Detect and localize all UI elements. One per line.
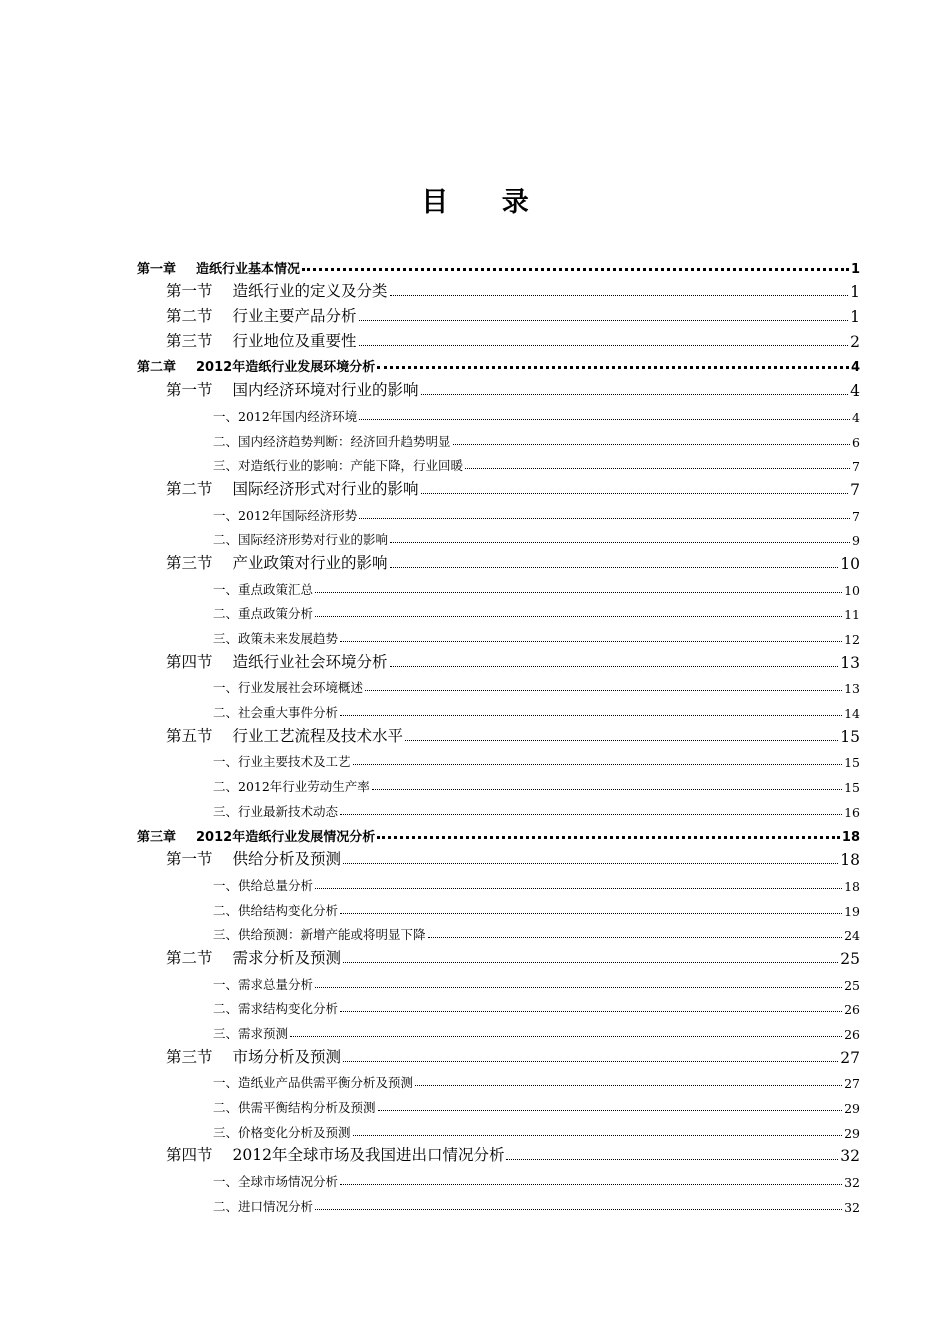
toc-page-number: 1 — [850, 261, 860, 277]
page-title: 目 录 — [421, 187, 551, 218]
toc-subsection-entry[interactable] — [137, 400, 860, 425]
toc-section-entry[interactable] — [137, 943, 860, 968]
toc-subsection-entry[interactable] — [137, 524, 860, 549]
toc-section-entry[interactable] — [137, 326, 860, 351]
toc-page-number: 15 — [844, 780, 860, 796]
toc-entry-number: 第三章 — [137, 829, 177, 845]
toc-entry-label — [166, 724, 403, 746]
toc-page-number: 7 — [852, 459, 860, 475]
toc-page-number: 10 — [844, 582, 860, 598]
toc-page-number: 13 — [840, 653, 860, 672]
toc-entry-label — [213, 752, 351, 770]
toc-entry-text: 2012年全球市场及我国进出口情况分析 — [232, 1146, 505, 1165]
toc-page-number: 11 — [844, 607, 860, 623]
toc-dot-leader — [315, 888, 842, 889]
toc-entry-label — [166, 847, 341, 869]
toc-entry-label — [137, 356, 375, 375]
toc-subsection-entry[interactable] — [137, 622, 860, 647]
toc-section-entry[interactable] — [137, 301, 860, 326]
toc-page-number: 15 — [844, 755, 860, 771]
toc-entry-label — [213, 678, 363, 696]
toc-section-entry[interactable] — [137, 845, 860, 870]
toc-entry-label — [166, 279, 388, 301]
toc-section-entry[interactable] — [137, 647, 860, 672]
toc-entry-number: 第四节 — [166, 1146, 213, 1165]
toc-dot-leader — [359, 320, 849, 321]
toc-entry-text: 一、供给总量分析 — [213, 877, 314, 893]
toc-page-number: 26 — [844, 1002, 860, 1018]
toc-entry-number: 第二节 — [166, 307, 213, 326]
toc-entry-label — [137, 258, 300, 277]
toc-page-number: 9 — [852, 533, 860, 549]
toc-entry-number: 第二章 — [137, 360, 177, 376]
toc-entry-text: 产业政策对行业的影响 — [232, 553, 388, 572]
toc-dot-leader — [340, 715, 842, 716]
toc-page-number: 4 — [850, 360, 860, 376]
toc-entry-text: 一、行业主要技术及工艺 — [213, 754, 351, 770]
toc-subsection-entry[interactable] — [137, 993, 860, 1018]
toc-subsection-entry[interactable] — [137, 869, 860, 894]
toc-page-number: 2 — [850, 332, 860, 351]
toc-entry-label — [213, 925, 426, 943]
toc-dot-leader — [353, 1135, 843, 1136]
toc-section-entry[interactable] — [137, 721, 860, 746]
toc-page-number: 7 — [852, 508, 860, 524]
toc-dot-leader — [340, 913, 842, 914]
toc-entry-text: 2012年造纸行业发展环境分析 — [196, 360, 376, 376]
toc-section-entry[interactable] — [137, 277, 860, 302]
toc-dot-leader — [390, 567, 839, 568]
toc-page-number: 4 — [850, 382, 860, 401]
toc-entry-label — [213, 456, 463, 474]
toc-entry-label — [213, 506, 357, 524]
toc-entry-text: 一、重点政策汇总 — [213, 581, 314, 597]
toc-entry-text: 二、国际经济形势对行业的影响 — [213, 532, 389, 548]
toc-entry-label — [213, 1172, 338, 1190]
toc-entry-number: 第四节 — [166, 652, 213, 671]
toc-page-number: 32 — [844, 1175, 860, 1191]
toc-dot-leader — [353, 764, 843, 765]
toc-chapter-entry[interactable] — [137, 820, 860, 845]
toc-page-number: 14 — [844, 706, 860, 722]
toc-subsection-entry[interactable] — [137, 598, 860, 623]
toc-dot-leader — [340, 1184, 842, 1185]
toc-page-number: 16 — [844, 804, 860, 820]
toc-dot-leader — [405, 740, 838, 741]
table-of-contents — [137, 252, 860, 1215]
toc-entry-label — [213, 901, 338, 919]
toc-subsection-entry[interactable] — [137, 894, 860, 919]
toc-entry-text: 一、全球市场情况分析 — [213, 1174, 339, 1190]
toc-dot-leader — [453, 444, 851, 445]
toc-dot-leader — [340, 1011, 842, 1012]
toc-subsection-entry[interactable] — [137, 696, 860, 721]
toc-entry-text: 市场分析及预测 — [232, 1047, 342, 1066]
toc-entry-text: 一、2012年国内经济环境 — [213, 408, 358, 424]
toc-dot-leader — [315, 616, 842, 617]
toc-subsection-entry[interactable] — [137, 968, 860, 993]
toc-dot-leader — [390, 666, 839, 667]
toc-entry-text: 二、需求结构变化分析 — [213, 1001, 339, 1017]
toc-entry-label — [166, 946, 341, 968]
toc-dot-leader — [359, 518, 850, 519]
toc-entry-text: 造纸行业基本情况 — [196, 261, 301, 277]
toc-entry-number: 第三节 — [166, 553, 213, 572]
toc-dot-leader — [315, 987, 842, 988]
toc-dot-leader — [428, 937, 843, 938]
toc-page-number: 7 — [850, 480, 860, 499]
toc-subsection-entry[interactable] — [137, 1091, 860, 1116]
toc-page-number: 6 — [852, 434, 860, 450]
toc-entry-label — [213, 407, 357, 425]
toc-entry-text: 一、造纸业产品供需平衡分析及预测 — [213, 1075, 414, 1091]
toc-page-number: 4 — [852, 409, 860, 425]
toc-entry-number: 第一章 — [137, 261, 177, 277]
toc-page-number: 1 — [850, 283, 860, 302]
toc-entry-number: 第二节 — [166, 948, 213, 967]
toc-entry-label — [213, 876, 313, 894]
toc-entry-text: 一、2012年国际经济形势 — [213, 507, 358, 523]
toc-entry-text: 行业主要产品分析 — [232, 307, 357, 326]
toc-dot-leader — [390, 542, 850, 543]
toc-entry-label — [166, 329, 357, 351]
toc-entry-number: 第一节 — [166, 282, 213, 301]
toc-dot-leader — [343, 863, 838, 864]
toc-entry-number: 第三节 — [166, 331, 213, 350]
toc-subsection-entry[interactable] — [137, 919, 860, 944]
toc-dot-leader — [377, 366, 849, 369]
toc-page-number: 32 — [840, 1147, 860, 1166]
toc-entry-text: 2012年造纸行业发展情况分析 — [196, 829, 376, 845]
toc-page-number: 27 — [844, 1076, 860, 1092]
toc-dot-leader — [390, 295, 849, 296]
toc-subsection-entry[interactable] — [137, 573, 860, 598]
toc-page-number: 24 — [844, 928, 860, 944]
toc-entry-label — [213, 580, 313, 598]
toc-subsection-entry[interactable] — [137, 499, 860, 524]
toc-dot-leader — [359, 419, 850, 420]
toc-page-number: 29 — [844, 1101, 860, 1117]
toc-section-entry[interactable] — [137, 375, 860, 400]
toc-entry-text: 二、进口情况分析 — [213, 1198, 314, 1214]
toc-entry-label — [166, 378, 419, 400]
toc-page-number: 12 — [844, 632, 860, 647]
toc-entry-label — [213, 802, 338, 820]
toc-chapter-entry[interactable] — [137, 252, 860, 277]
toc-dot-leader — [365, 690, 842, 691]
toc-entry-label — [213, 1123, 351, 1141]
toc-entry-text: 三、价格变化分析及预测 — [213, 1124, 351, 1140]
toc-entry-text: 二、国内经济趋势判断：经济回升趋势明显 — [213, 433, 451, 449]
toc-section-entry[interactable] — [137, 548, 860, 573]
toc-dot-leader — [340, 641, 842, 642]
toc-entry-text: 一、需求总量分析 — [213, 976, 314, 992]
toc-entry-label — [213, 604, 313, 622]
toc-dot-leader — [290, 1036, 842, 1037]
toc-subsection-entry[interactable] — [137, 450, 860, 475]
toc-entry-label — [166, 1045, 341, 1067]
toc-dot-leader — [340, 814, 842, 815]
toc-entry-label — [213, 999, 338, 1017]
toc-entry-text: 三、供给预测：新增产能或将明显下降 — [213, 927, 426, 943]
toc-entry-text: 二、供给结构变化分析 — [213, 902, 339, 918]
toc-entry-text: 一、行业发展社会环境概述 — [213, 680, 364, 696]
toc-subsection-entry[interactable] — [137, 1190, 860, 1215]
toc-dot-leader — [315, 1209, 842, 1210]
toc-entry-label — [166, 1143, 504, 1165]
toc-entry-text: 三、需求预测 — [213, 1026, 289, 1041]
toc-entry-text: 造纸行业的定义及分类 — [232, 282, 388, 301]
toc-dot-leader — [372, 789, 842, 790]
toc-subsection-entry[interactable] — [137, 770, 860, 795]
toc-entry-label — [137, 826, 375, 845]
toc-dot-leader — [315, 592, 842, 593]
toc-page-number: 19 — [844, 903, 860, 919]
toc-page-number: 15 — [840, 727, 860, 746]
toc-subsection-entry[interactable] — [137, 1017, 860, 1042]
toc-page-number: 10 — [840, 554, 860, 573]
toc-entry-text: 供给分析及预测 — [232, 850, 342, 869]
toc-entry-label — [213, 432, 451, 450]
toc-entry-label — [213, 1073, 413, 1091]
toc-entry-number: 第一节 — [166, 381, 213, 400]
toc-page-number: 1 — [850, 308, 860, 327]
toc-entry-label — [213, 530, 388, 548]
toc-page-number: 25 — [844, 977, 860, 993]
toc-subsection-entry[interactable] — [137, 425, 860, 450]
toc-entry-text: 三、对造纸行业的影响：产能下降，行业回暖 — [213, 458, 464, 474]
toc-page-number: 13 — [844, 681, 860, 697]
toc-dot-leader — [343, 1061, 838, 1062]
toc-chapter-entry[interactable] — [137, 351, 860, 376]
toc-entry-label — [166, 304, 357, 326]
toc-entry-text: 三、政策未来发展趋势 — [213, 631, 339, 646]
toc-entry-number: 第一节 — [166, 850, 213, 869]
toc-subsection-entry[interactable] — [137, 1165, 860, 1190]
toc-entry-label — [213, 1098, 376, 1116]
toc-entry-text: 二、2012年行业劳动生产率 — [213, 779, 370, 795]
toc-entry-label — [166, 477, 419, 499]
toc-subsection-entry[interactable] — [137, 1067, 860, 1092]
toc-entry-text: 二、重点政策分析 — [213, 606, 314, 622]
toc-entry-label — [213, 1024, 288, 1042]
toc-entry-text: 国内经济环境对行业的影响 — [232, 381, 419, 400]
toc-page-number: 18 — [840, 851, 860, 870]
toc-entry-text: 行业地位及重要性 — [232, 331, 357, 350]
toc-entry-number: 第三节 — [166, 1047, 213, 1066]
toc-dot-leader — [377, 836, 840, 839]
toc-page-number: 18 — [844, 878, 860, 894]
toc-subsection-entry[interactable] — [137, 1116, 860, 1141]
toc-entry-text: 三、行业最新技术动态 — [213, 803, 339, 819]
toc-entry-number: 第二节 — [166, 479, 213, 498]
toc-dot-leader — [506, 1159, 838, 1160]
toc-entry-text: 二、社会重大事件分析 — [213, 705, 339, 721]
toc-dot-leader — [343, 962, 838, 963]
toc-dot-leader — [465, 468, 850, 469]
toc-page-number: 18 — [841, 829, 860, 845]
toc-entry-text: 造纸行业社会环境分析 — [232, 652, 388, 671]
toc-dot-leader — [359, 345, 849, 346]
toc-page-number: 29 — [844, 1125, 860, 1141]
toc-entry-text: 需求分析及预测 — [232, 948, 342, 967]
toc-entry-label — [213, 1197, 313, 1215]
toc-entry-label — [166, 551, 388, 573]
toc-entry-number: 第五节 — [166, 726, 213, 745]
toc-subsection-entry[interactable] — [137, 746, 860, 771]
toc-entry-text: 国际经济形式对行业的影响 — [232, 479, 419, 498]
toc-entry-label — [213, 629, 338, 647]
toc-entry-label — [213, 777, 370, 795]
toc-section-entry[interactable] — [137, 474, 860, 499]
toc-entry-label — [213, 703, 338, 721]
toc-page-number: 25 — [840, 949, 860, 968]
toc-dot-leader — [302, 268, 849, 271]
toc-entry-text: 二、供需平衡结构分析及预测 — [213, 1100, 376, 1116]
toc-dot-leader — [415, 1085, 842, 1086]
toc-entry-label — [166, 650, 388, 672]
toc-entry-text: 行业工艺流程及技术水平 — [232, 726, 404, 745]
toc-section-entry[interactable] — [137, 1141, 860, 1166]
toc-dot-leader — [378, 1110, 843, 1111]
toc-page-number: 32 — [844, 1199, 860, 1215]
toc-dot-leader — [421, 394, 849, 395]
toc-page-number: 27 — [840, 1048, 860, 1067]
toc-subsection-entry[interactable] — [137, 672, 860, 697]
toc-subsection-entry[interactable] — [137, 795, 860, 820]
toc-dot-leader — [421, 493, 849, 494]
toc-page-number: 26 — [844, 1027, 860, 1042]
toc-entry-label — [213, 975, 313, 993]
toc-section-entry[interactable] — [137, 1042, 860, 1067]
